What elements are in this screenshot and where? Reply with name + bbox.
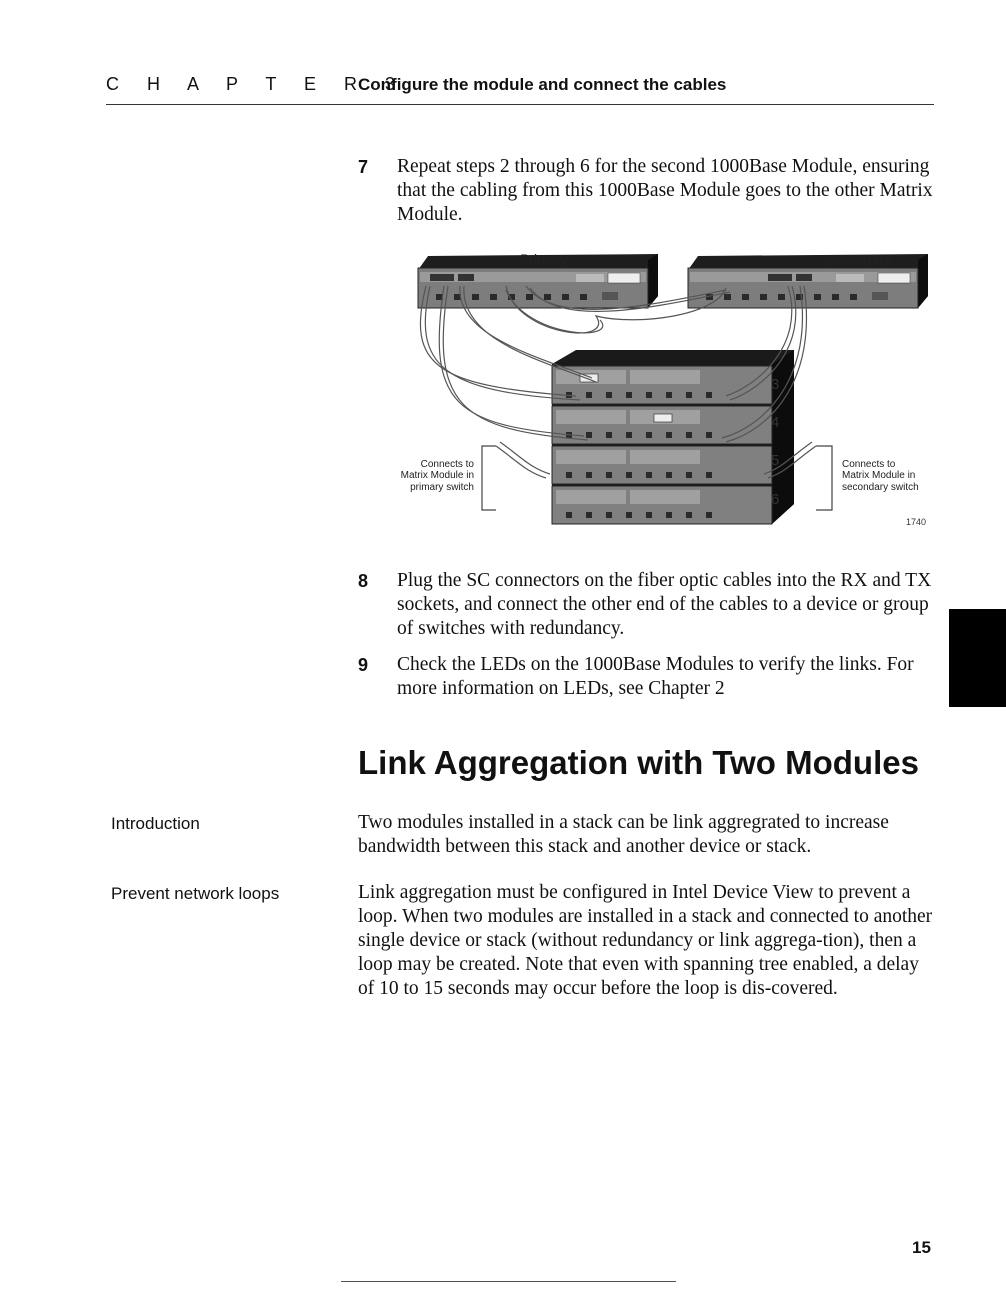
secondary-switch: [688, 254, 928, 308]
section-heading: Link Aggregation with Two Modules: [358, 744, 919, 781]
page-number: 15: [912, 1238, 931, 1257]
step-text: Plug the SC connectors on the fiber optic cables into the RX and TX sockets, and connect the other end of the cables to a device or group of switches with redundancy.: [397, 570, 932, 639]
header-rule: [106, 104, 934, 105]
left-note-line: primary switch: [410, 482, 474, 493]
step-number: 7: [358, 157, 369, 177]
chapter-title: Configure the module and connect the cables: [358, 75, 727, 94]
right-note-line: Matrix Module in: [842, 470, 916, 481]
footer-link-underline: [341, 1281, 676, 1282]
left-note-line: Connects to: [420, 459, 474, 470]
step-number: 9: [358, 655, 369, 675]
right-note-line: secondary switch: [842, 482, 919, 493]
step-text: Repeat steps 2 through 6 for the second 1000Base Module, ensuring that the cabling from this 1000Base Module goes to the other Matrix Module.: [397, 156, 933, 225]
stack-number: 4: [771, 414, 780, 431]
chapter-label: C H A P T E R 3: [106, 74, 407, 94]
left-note-line: Matrix Module in: [400, 470, 474, 481]
right-note-line: Connects to: [842, 459, 896, 470]
right-bracket: [816, 446, 832, 510]
left-note: [401, 459, 475, 493]
prevent-loops-label: Prevent network loops: [111, 884, 280, 903]
stack-number: 3: [771, 376, 780, 393]
step-text: Check the LEDs on the 1000Base Modules to verify the links. For more information on LEDs, see Chapter 2: [397, 654, 914, 699]
step-number: 8: [358, 571, 369, 591]
introduction-label: Introduction: [111, 814, 200, 833]
introduction-text: Two modules installed in a stack can be link aggregrated to increase bandwidth between this stack and another device or stack.: [358, 812, 889, 857]
left-bracket: [482, 446, 496, 510]
right-note: [842, 459, 919, 493]
primary-label: Primary: [520, 251, 569, 267]
cabling-diagram: [396, 246, 936, 536]
figure-id: 1740: [906, 517, 927, 527]
chapter-thumb-tab: [949, 609, 1006, 707]
secondary-label: Secondary: [824, 252, 891, 268]
prevent-loops-text: Link aggregation must be configured in Intel Device View to prevent a loop. When two modules are installed in a stack and connected to another single device or stack (without redundancy or link aggrega-tion), then a loop may be created. Note that even with spanning tree enabled, a delay of 10 to 15 seconds may occur before the loop is dis-covered.: [358, 882, 933, 999]
stack-number: 5: [771, 452, 780, 469]
stack-number: 6: [771, 491, 780, 508]
